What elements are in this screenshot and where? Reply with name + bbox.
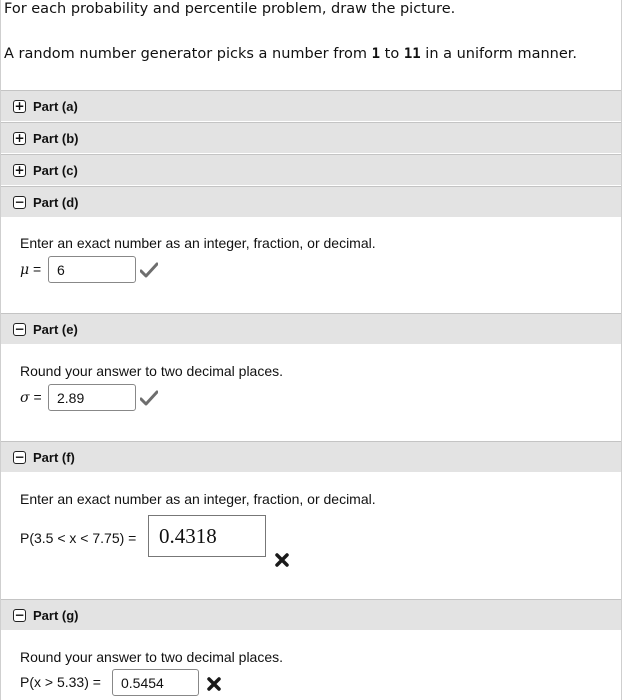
probability-answer-field-g[interactable]: 0.5454 [112, 669, 199, 696]
part-g-header[interactable] [1, 599, 621, 630]
check-icon [140, 262, 158, 278]
probability-expression-g: P(x > 5.33) = [20, 674, 101, 690]
part-b-header[interactable] [1, 122, 621, 153]
part-a-header[interactable] [1, 90, 621, 121]
problem-text-start: A random number generator picks a number from [4, 46, 372, 62]
instructions-text: For each probability and percentile problem, draw the picture. [4, 1, 456, 17]
cross-icon [206, 676, 222, 692]
sigma-symbol: σ [20, 390, 30, 406]
equals-sign: = [29, 389, 42, 405]
probability-answer-field-f[interactable]: 0.4318 [148, 515, 266, 557]
mean-label [20, 261, 41, 278]
part-g-instruction: Round your answer to two decimal places. [20, 649, 284, 665]
part-f-header[interactable] [1, 441, 621, 472]
std-dev-label [20, 389, 42, 406]
part-c-label: Part (c) [33, 162, 78, 178]
expand-icon[interactable]: + [14, 163, 25, 177]
part-f-body [1, 472, 621, 599]
problem-text-end: in a uniform manner. [420, 46, 577, 62]
range-low: 1 [371, 46, 381, 62]
part-e-label: Part (e) [33, 321, 78, 337]
expand-icon[interactable]: + [14, 99, 25, 113]
part-d-instruction: Enter an exact number as an integer, fraction, or decimal. [20, 235, 376, 251]
mu-symbol: μ [20, 262, 30, 278]
range-high: 11 [403, 46, 421, 62]
probability-expression-f: P(3.5 < x < 7.75) = [20, 530, 137, 546]
collapse-icon[interactable]: − [14, 608, 25, 622]
collapse-icon[interactable]: − [14, 450, 25, 464]
cross-icon [274, 552, 290, 568]
check-icon [140, 390, 158, 406]
part-g-label: Part (g) [33, 607, 79, 623]
part-e-instruction: Round your answer to two decimal places. [20, 363, 284, 379]
collapse-icon[interactable]: − [14, 322, 25, 336]
part-d-label: Part (d) [33, 194, 79, 210]
part-e-header[interactable] [1, 313, 621, 344]
part-c-header[interactable] [1, 154, 621, 185]
part-d-body [1, 217, 621, 313]
part-a-label: Part (a) [33, 98, 78, 114]
part-f-label: Part (f) [33, 449, 75, 465]
part-b-label: Part (b) [33, 130, 79, 146]
expand-icon[interactable]: + [14, 131, 25, 145]
std-dev-answer-field[interactable]: 2.89 [48, 384, 136, 411]
mean-answer-field[interactable]: 6 [48, 256, 136, 283]
part-f-instruction: Enter an exact number as an integer, fraction, or decimal. [20, 491, 376, 507]
part-g-body [1, 630, 621, 700]
problem-statement [4, 46, 577, 62]
problem-text-mid: to [380, 46, 404, 62]
part-d-header[interactable] [1, 186, 621, 217]
collapse-icon[interactable]: − [14, 195, 25, 209]
part-e-body [1, 344, 621, 441]
equals-sign: = [29, 261, 42, 277]
